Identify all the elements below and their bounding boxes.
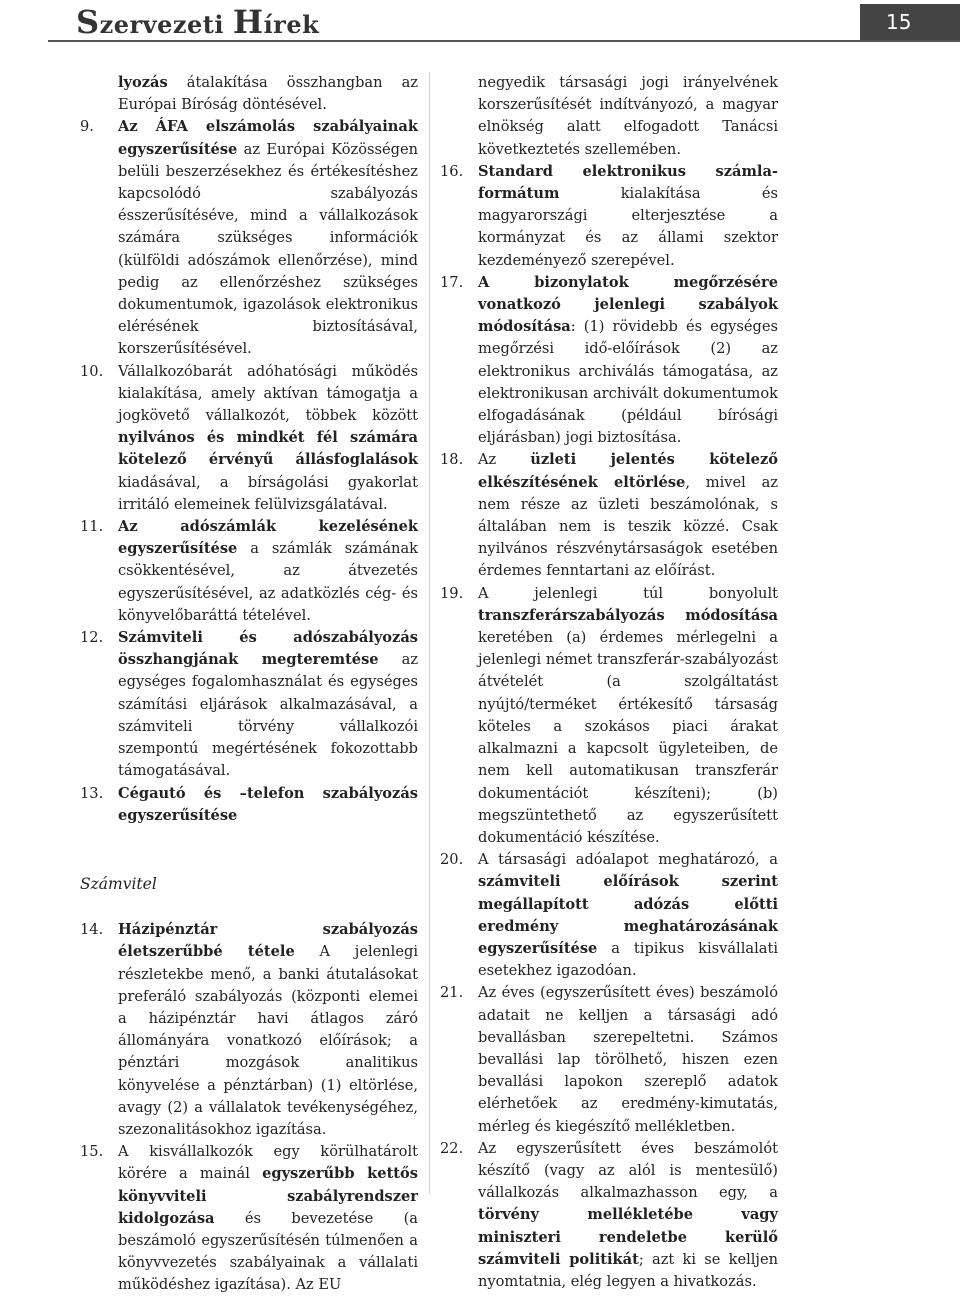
list-item-9: 9. Az ÁFA elszámolás szabályainak egyszerűsítése az Európai Közösségen belüli beszerzésekhez és értékesítéshez kapcsolódó szabályozás ésszerűsítéséve, mind a vállalkozások számára szükséges információk (külföldi adószámok ellenőrzése), mind pedig az ellenőrzéshez szükséges dokumentumok, igazolások elektronikus elérésének biztosításával, korszerűsítésével. (80, 118, 418, 358)
list-item-17: 17. A bizonylatok megőrzésére vonatkozó jelenlegi szabályok módosítása: (1) rövidebb és egységes megőrzési idő-előírások (2) az elektronikus archiválás támogatása, az elektronikusan archivált dokumentumok elfogadásának (például bírósági eljárásban) jogi biztosítása. (440, 273, 778, 447)
list-item-22: 22. Az egyszerűsített éves beszámolót készítő (vagy az alól is mentesülő) vállalkozás alkalmazhasson egy, a törvény mellékletébe vagy miniszteri rendeletbe kerülő számviteli politikát; azt ki se kelljen nyomtatnia, elég legyen a hivatkozás. (440, 1139, 778, 1290)
list-item-19: 19. A jelenlegi túl bonyolult transzferárszabályozás módosítása keretében (a) érdemes mérlegelni a jelenlegi német transzferár-szabályozást átvételét (a szolgáltatást nyújtó/terméket értékesítő társaság köteles a szokásos piaci árakat alkalmazni a kapcsolt ügyleteiben, de nem kell automatikusan transzferár dokumentációt készíteni); (b) megszüntethető az egyszerűsített dokumentáció készítése. (440, 584, 778, 846)
list-item-21: 21. Az éves (egyszerűsített éves) beszámoló adatait ne kelljen a társasági adó bevallásban szerepeltetni. Számos bevallási lap törölhető, hiszen ezen bevallási lapokon szereplő adatok elérhetőek az eredmény-kimutatás, mérleg és kiegészítő mellékletben. (440, 984, 778, 1135)
continued-paragraph: negyedik társasági jogi irányelvének korszerűsítését indítványozó, a magyar elnökség alatt elfogadott Tanácsi következtetés szellemében. (478, 74, 778, 158)
right-column (440, 72, 778, 1293)
list-item-16: 16. Standard elektronikus számla-formátum kialakítása és magyarországi elterjesztése a kormányzat és az állami szektor kezdeményező szerepével. (440, 162, 778, 269)
list-item-15: 15. A kisvállalkozók egy körülhatárolt körére a mainál egyszerűbb kettős könyvviteli szabályrendszer kidolgozása és bevezetése (a beszámoló egyszerűsítésén túlmenően a könyvvezetés szabályainak a vállalati működéshez igazítása). Az EU (80, 1143, 418, 1294)
list-item-11: 11. Az adószámlák kezelésének egyszerűsítése a számlák számának csökkentésével, az átvezetés egyszerűsítésével, az adatközlés cég- és könyvelőbaráttá tételével. (80, 518, 418, 624)
publication-title: Szervezeti Hírek (76, 3, 320, 41)
list-item-12: 12. Számviteli és adószabályozás összhangjának megteremtése az egységes fogalomhasználat és egységes számítási eljárások alkalmazásával, a számviteli törvény vállalkozói szempontú megértésének fokozottabb támogatásával. (80, 629, 419, 780)
page-header (48, 4, 960, 42)
page-number: 15 (860, 4, 960, 40)
list-item-20: 20. A társasági adóalapot meghatározó, a számviteli előírások szerint megállapított adózás előtti eredmény meghatározásának egyszerűsítése a tipikus kisvállalati esetekhez igazodóan. (440, 851, 778, 980)
section-heading: Számvitel (80, 874, 157, 893)
list-item-10: 10. Vállalkozóbarát adóhatósági működés kialakítása, amely aktívan támogatja a jogkövető vállalkozót, többek között nyilvános és mindkét fél számára kötelező érvényű állásfoglalások kiadásával, a bírságolási gyakorlat irritáló elemeinek felülvizsgálatával. (80, 362, 418, 513)
left-column (80, 72, 418, 1297)
list-item-13: 13. Cégautó és –telefon szabályozás egyszerűsítése (80, 784, 418, 824)
continued-paragraph: lyozás átalakítása összhangban az Európai Bíróság döntésével. (118, 74, 418, 114)
list-item-18: 18. Az üzleti jelentés kötelező elkészítésének eltörlése, mivel az nem része az üzleti beszámolónak, s általában nem is teszik közzé. Csak nyilvános részvénytársaságok esetében érdemes fenntartani az előírást. (440, 451, 778, 580)
column-divider (429, 72, 430, 1194)
list-item-14: 14. Házipénztár szabályozás életszerűbbé tétele A jelenlegi részletekbe menő, a banki átutalásokat preferáló szabályozás (központi elemei a házipénztár havi átlagos záró állományára vonatkozó előírások; a pénztári mozgások analitikus könyvelése a pénztárban) (1) eltörlése, avagy (2) a vállalatok tevékenységéhez, szezonalitásokhoz igazítása. (80, 921, 418, 1138)
